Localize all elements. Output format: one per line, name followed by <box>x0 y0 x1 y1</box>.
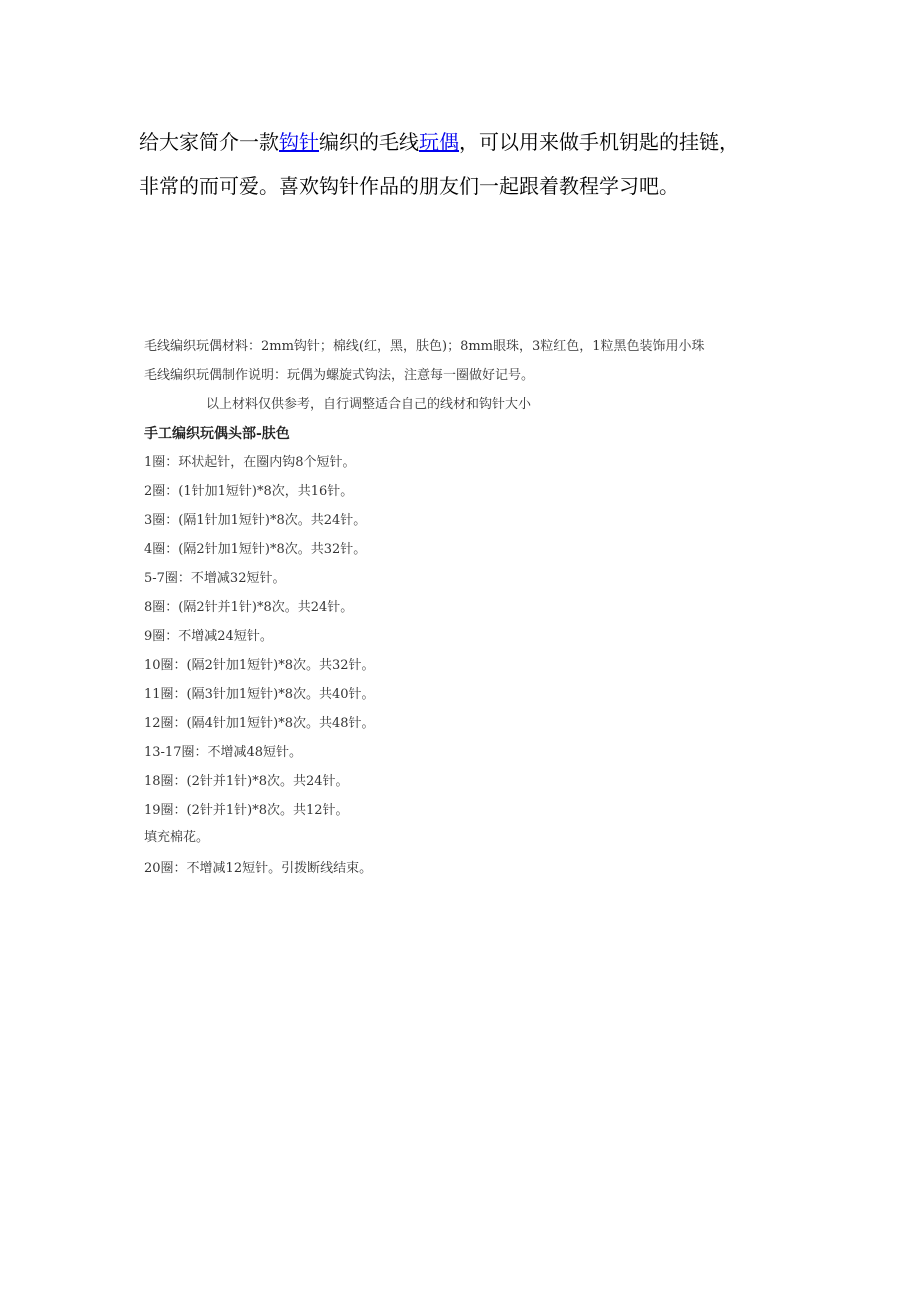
round-line: 4圈：(隔2针加1短针)*8次。共32针。 <box>144 542 367 557</box>
round-line: 2圈：(1针加1短针)*8次，共16针。 <box>144 484 354 499</box>
round-line: 19圈：(2针并1针)*8次。共12针。 <box>144 803 349 818</box>
intro-paragraph <box>139 120 799 208</box>
round-line: 11圈：(隔3针加1短针)*8次。共40针。 <box>144 687 375 702</box>
intro-text-after: ，可以用来做手机钥匙的挂链， <box>459 130 739 154</box>
intro-line-1 <box>139 120 799 164</box>
intro-line-2: 非常的而可爱。喜欢钩针作品的朋友们一起跟着教程学习吧。 <box>139 174 679 198</box>
doll-link[interactable]: 玩偶 <box>419 130 459 154</box>
round-line: 9圈：不增减24短针。 <box>144 629 273 644</box>
intro-text-before: 给大家简介一款 <box>139 130 279 154</box>
round-line: 13-17圈：不增减48短针。 <box>144 745 303 760</box>
crochet-link[interactable]: 钩针 <box>279 130 319 154</box>
stuffing-line: 填充棉花。 <box>144 830 210 845</box>
round-line: 8圈：(隔2针并1针)*8次。共24针。 <box>144 600 354 615</box>
round-line: 1圈：环状起针，在圈内钩8个短针。 <box>144 455 356 470</box>
pattern-instructions-image <box>138 330 778 890</box>
materials-line: 毛线编织玩偶材料：2mm钩针；棉线(红，黑，肤色)；8mm眼珠，3粒红色，1粒黑色装饰用小珠 <box>144 339 705 354</box>
section-heading: 手工编织玩偶头部-肤色 <box>144 426 290 442</box>
materials-note: 以上材料仅供参考，自行调整适合自己的线材和钩针大小 <box>206 397 532 412</box>
instructions-line: 毛线编织玩偶制作说明：玩偶为螺旋式钩法，注意每一圈做好记号。 <box>144 368 535 383</box>
round-line: 10圈：(隔2针加1短针)*8次。共32针。 <box>144 658 375 673</box>
round-line: 12圈：(隔4针加1短针)*8次。共48针。 <box>144 716 375 731</box>
round-line: 18圈：(2针并1针)*8次。共24针。 <box>144 774 349 789</box>
intro-text-middle: 编织的毛线 <box>319 130 419 154</box>
round-line: 3圈：(隔1针加1短针)*8次。共24针。 <box>144 513 367 528</box>
round-line: 20圈：不增减12短针。引拨断线结束。 <box>144 861 373 876</box>
round-line: 5-7圈：不增减32短针。 <box>144 571 286 586</box>
